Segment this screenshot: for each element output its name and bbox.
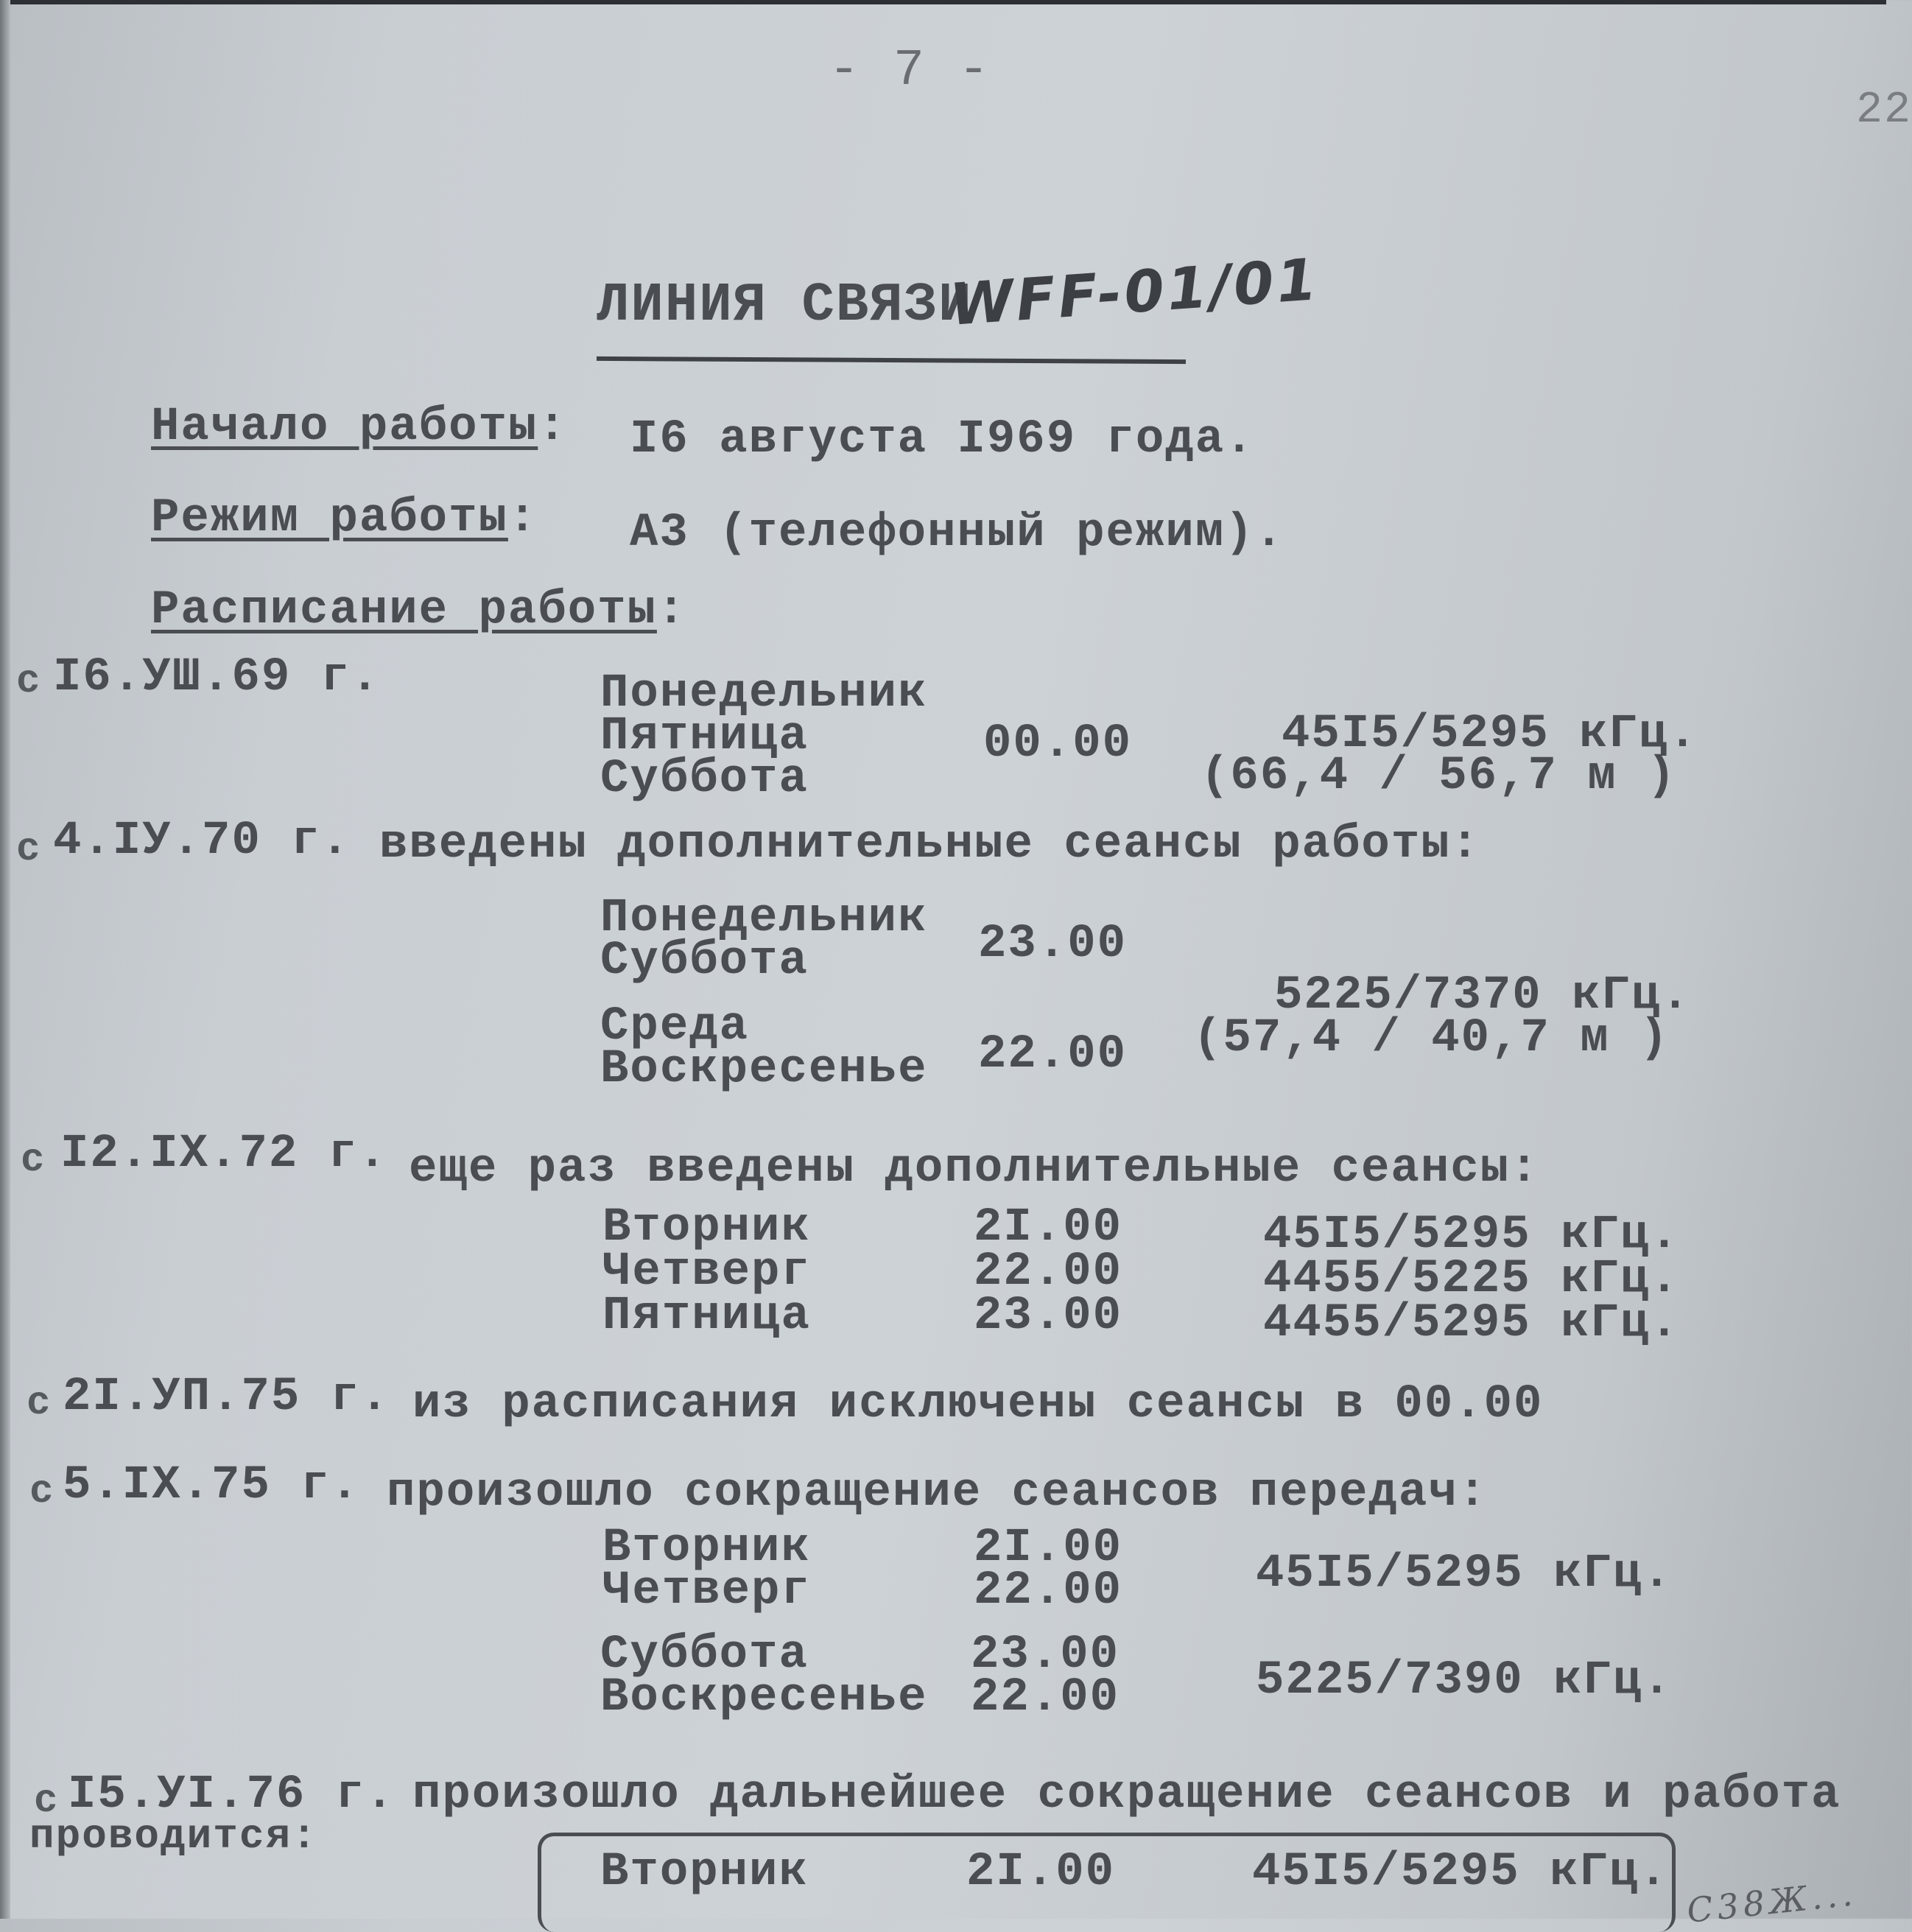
schedule-wavelength: (57,4 / 40,7 м ): [1193, 1012, 1670, 1065]
prefix-mark: с: [21, 1138, 45, 1183]
schedule-day: Воскресенье: [600, 1671, 928, 1724]
schedule-frequency: 45I5/5295 кГц.: [1263, 1209, 1680, 1262]
schedule-time: 2I.00: [974, 1522, 1123, 1575]
title-underline: [597, 356, 1186, 364]
section-date: I2.IX.72 г.: [60, 1128, 388, 1181]
schedule-day: Четверг: [602, 1246, 811, 1299]
schedule-time: 22.00: [971, 1671, 1120, 1724]
schedule-label: Расписание работы: [151, 584, 657, 637]
schedule-time: 23.00: [971, 1629, 1120, 1682]
mode-label: Режим работы: [151, 492, 508, 545]
schedule-day: Вторник: [602, 1522, 811, 1575]
section-note: из расписания исключены сеансы в 00.00: [412, 1378, 1544, 1431]
prefix-mark: с: [34, 1779, 58, 1824]
schedule-time: 2I.00: [974, 1201, 1123, 1254]
schedule-day: Пятница: [602, 1290, 811, 1343]
schedule-day: Суббота: [600, 753, 809, 806]
schedule-day: Вторник: [602, 1201, 811, 1254]
schedule-time: 22.00: [978, 1028, 1128, 1081]
schedule-time: 22.00: [974, 1246, 1123, 1299]
section-date: 2I.УП.75 г.: [63, 1371, 390, 1424]
start-label: Начало работы: [151, 401, 538, 454]
margin-scribble: С38Ж...: [1684, 1873, 1859, 1931]
schedule-day: Суббота: [600, 1629, 809, 1682]
schedule-frequency: 4455/5225 кГц.: [1263, 1253, 1680, 1306]
mode-value: А3 (телефонный режим).: [630, 507, 1284, 560]
page-top-edge: [0, 0, 1886, 4]
prefix-mark: с: [27, 1381, 51, 1426]
section-date: I5.УI.76 г.: [68, 1768, 396, 1822]
schedule-day: Понедельник: [600, 892, 928, 945]
schedule-time: 22.00: [974, 1564, 1123, 1617]
handwritten-callsign: WFF-01/01: [947, 247, 1322, 339]
mode-colon: :: [507, 492, 538, 545]
schedule-day: Среда: [600, 1000, 750, 1053]
schedule-colon: :: [656, 584, 687, 637]
schedule-day: Четверг: [602, 1564, 811, 1617]
schedule-day: Пятница: [600, 710, 809, 763]
section-note: еще раз введены дополнительные сеансы:: [409, 1142, 1540, 1195]
schedule-frequency: 45I5/5295 кГц.: [1282, 708, 1698, 761]
section-note-continuation: проводится:: [29, 1813, 318, 1860]
schedule-frequency: 4455/5295 кГц.: [1263, 1297, 1680, 1350]
start-value: I6 августа I969 года.: [630, 413, 1255, 466]
prefix-mark: с: [16, 659, 41, 704]
schedule-field: [151, 584, 687, 637]
schedule-frequency: 45I5/5295 кГц.: [1252, 1846, 1669, 1899]
schedule-day: Воскресенье: [600, 1043, 928, 1096]
document-title: ЛИНИЯ СВЯЗИ: [597, 275, 973, 337]
section-note: произошло сокращение сеансов передач:: [387, 1466, 1489, 1520]
schedule-time: 2I.00: [966, 1846, 1116, 1899]
page-left-edge: [0, 0, 10, 1919]
page-number: - 7 -: [829, 42, 991, 100]
mode-field: [151, 492, 538, 545]
section-date: I6.УШ.69 г.: [53, 651, 381, 704]
start-colon: :: [538, 401, 568, 454]
schedule-day: Вторник: [600, 1846, 809, 1899]
schedule-frequency: 45I5/5295 кГц.: [1256, 1548, 1673, 1601]
prefix-mark: с: [29, 1469, 54, 1514]
section-note: введены дополнительные сеансы работы:: [379, 818, 1481, 871]
schedule-time: 23.00: [974, 1290, 1123, 1343]
schedule-day: Понедельник: [600, 667, 928, 720]
prefix-mark: с: [16, 827, 41, 872]
schedule-time: 00.00: [983, 717, 1133, 770]
side-page-number: 22: [1856, 85, 1912, 136]
schedule-time: 23.00: [978, 918, 1128, 971]
schedule-frequency: 5225/7370 кГц.: [1274, 969, 1691, 1022]
section-date: 5.IX.75 г.: [63, 1459, 361, 1512]
section-date: 4.IУ.70 г.: [53, 815, 351, 868]
schedule-day: Суббота: [600, 935, 809, 988]
schedule-frequency: 5225/7390 кГц.: [1256, 1654, 1673, 1707]
section-note: произошло дальнейшее сокращение сеансов и работа: [412, 1768, 1841, 1822]
start-field: [151, 401, 568, 454]
schedule-wavelength: (66,4 / 56,7 м ): [1201, 750, 1677, 803]
